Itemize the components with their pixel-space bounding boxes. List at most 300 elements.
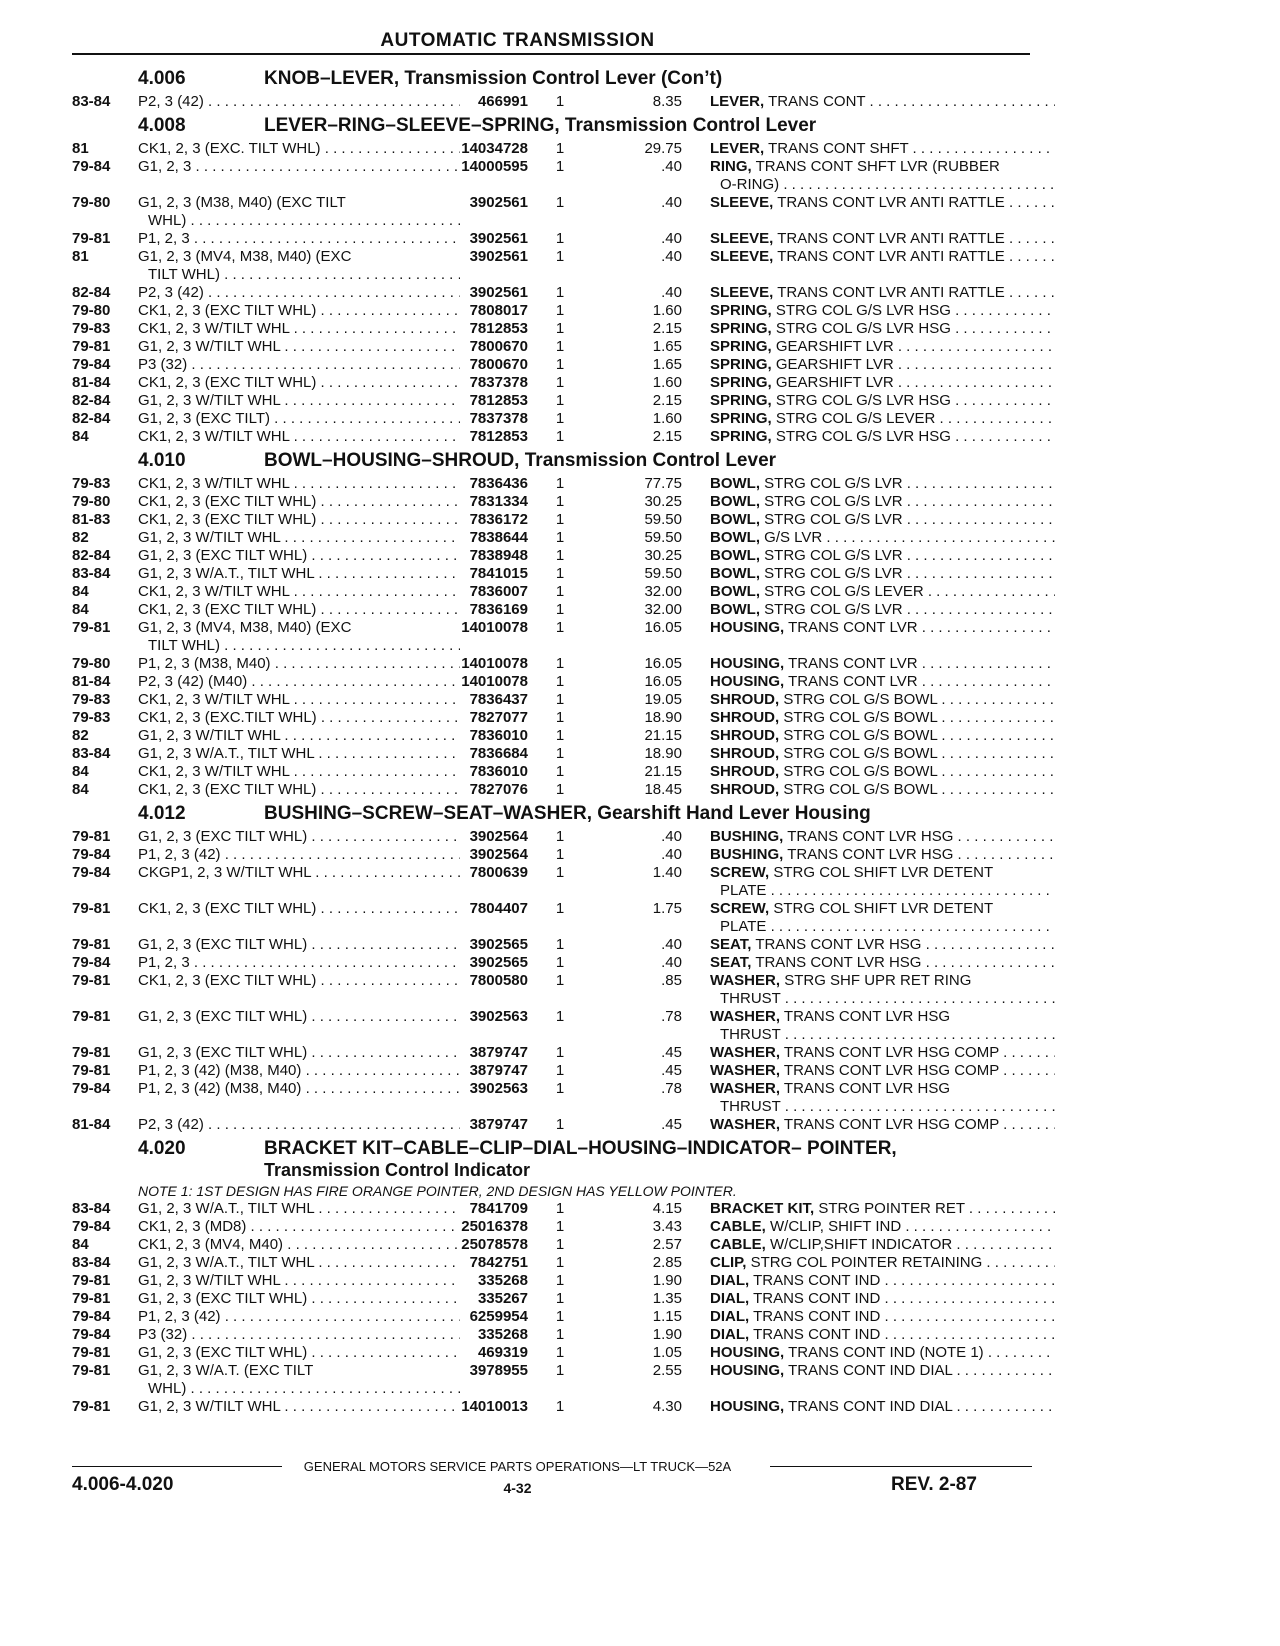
model-years: 83-84 [72,93,111,110]
model-years: 79-81 [72,1272,111,1289]
part-number: 7800580 [469,972,528,989]
item-name: SPRING, [710,320,772,337]
description-text: TRANS CONT LVR . . . [788,619,1055,636]
description-continued [720,990,1055,1008]
quantity: 1 [555,392,565,409]
part-number: 14010078 [461,655,528,672]
application-text: CK1, 2, 3 W/TILT WHL . . . [138,691,460,708]
price: 1.75 [652,900,682,917]
table-row [72,727,1042,745]
application-text: G1, 2, 3 W/A.T., TILT WHL . . . [138,565,460,582]
application-text-2: TILT WHL) . . . [148,266,460,283]
quantity: 1 [555,1062,565,1079]
description-text: GEARSHIFT LVR . . . [776,374,1055,391]
quantity: 1 [555,763,565,780]
table-row [72,763,1042,781]
part-number: 7808017 [469,302,528,319]
model-years: 81-84 [72,1116,111,1133]
description [710,230,1055,248]
description-continued [720,882,1055,900]
application-text: P2, 3 (42) (M40) . . . [138,673,460,690]
part-number: 7836010 [469,727,528,744]
price: .40 [661,284,682,301]
quantity: 1 [555,1116,565,1133]
price: .45 [661,1044,682,1061]
price: 1.35 [652,1290,682,1307]
description-text: GEARSHIFT LVR . . . [776,356,1055,373]
quantity: 1 [555,410,565,427]
model-years: 79-83 [72,709,111,726]
price: 16.05 [644,655,682,672]
quantity: 1 [555,972,565,989]
quantity: 1 [555,511,565,528]
quantity: 1 [555,547,565,564]
model-years: 79-81 [72,230,111,247]
table-row [72,1326,1042,1344]
section-title: BRACKET KIT–CABLE–CLIP–DIAL–HOUSING–INDICATOR– POINTER, [264,1138,897,1159]
item-name: WASHER, [710,1080,781,1097]
model-years: 79-80 [72,655,111,672]
part-number: 7800670 [469,338,528,355]
application-text: G1, 2, 3 (EXC TILT WHL) . . . [138,1008,460,1025]
table-row [72,230,1042,248]
table-row [72,1398,1042,1416]
description [710,709,1055,727]
model-years: 83-84 [72,1200,111,1217]
table-row [72,846,1042,864]
description-text-2: PLATE . . . [720,882,1055,899]
application-text: G1, 2, 3 (EXC TILT WHL) . . . [138,828,460,845]
table-row [72,158,1042,194]
description-text: STRG COL G/S BOWL . . . [783,727,1055,744]
quantity: 1 [555,1272,565,1289]
application-text-2: WHL) . . . [148,212,460,229]
part-number: 3879747 [469,1044,528,1061]
application-text: G1, 2, 3 (EXC TILT WHL) . . . [138,1290,460,1307]
description-text: STRG COL SHIFT LVR DETENT [773,900,994,917]
model-years: 79-84 [72,954,111,971]
table-row [72,1080,1042,1116]
quantity: 1 [555,846,565,863]
part-number: 3879747 [469,1062,528,1079]
quantity: 1 [555,673,565,690]
description-text: TRANS CONT IND DIAL . . . [788,1398,1055,1415]
item-name: BUSHING, [710,828,784,845]
model-years: 84 [72,781,89,798]
quantity: 1 [555,727,565,744]
description [710,1200,1055,1218]
part-number: 466991 [477,93,528,110]
description-text: TRANS CONT IND DIAL . . . [788,1362,1055,1379]
part-number: 7836684 [469,745,528,762]
description [710,727,1055,745]
quantity: 1 [555,583,565,600]
model-years: 81-84 [72,374,111,391]
quantity: 1 [555,954,565,971]
price: 1.60 [652,410,682,427]
price: 1.15 [652,1308,682,1325]
model-years: 79-84 [72,1080,111,1097]
item-name: SCREW, [710,864,770,881]
description-text: STRG COL G/S BOWL . . . [783,709,1055,726]
price: 4.15 [652,1200,682,1217]
part-number: 7837378 [469,374,528,391]
description [710,1272,1055,1290]
description-text: TRANS CONT LVR HSG . . . [755,954,1055,971]
quantity: 1 [555,619,565,636]
description [710,392,1055,410]
part-number: 7800639 [469,864,528,881]
table-row [72,745,1042,763]
price: 19.05 [644,691,682,708]
page-title: AUTOMATIC TRANSMISSION [380,30,655,51]
application-text: CK1, 2, 3 (MV4, M40) . . . [138,1236,460,1253]
description [710,828,1055,846]
model-years: 82 [72,529,89,546]
application-text: G1, 2, 3 W/TILT WHL . . . [138,529,460,546]
item-name: HOUSING, [710,1344,785,1361]
description [710,410,1055,428]
table-row [72,1236,1042,1254]
description [710,1398,1055,1416]
item-name: SHROUD, [710,709,780,726]
price: 1.90 [652,1326,682,1343]
quantity: 1 [555,374,565,391]
table-row [72,583,1042,601]
part-number: 7831334 [469,493,528,510]
description [710,846,1055,864]
description-text: TRANS CONT LVR ANTI RATTLE . . . [777,284,1055,301]
part-number: 335268 [477,1326,528,1343]
application-text: G1, 2, 3 (EXC TILT) . . . [138,410,460,427]
table-row [72,428,1042,446]
application-text: CK1, 2, 3 (EXC TILT WHL) . . . [138,493,460,510]
price: .40 [661,194,682,211]
part-number: 25016378 [461,1218,528,1235]
description-text: TRANS CONT LVR HSG [783,1008,951,1025]
model-years: 83-84 [72,565,111,582]
description [710,673,1055,691]
table-row [72,954,1042,972]
application-text: G1, 2, 3 (M38, M40) (EXC TILT [138,194,346,211]
part-number: 14000595 [461,158,528,175]
description-text: STRG COL G/S LVR HSG . . . [776,428,1055,445]
table-row [72,93,1042,111]
item-name: HOUSING, [710,673,785,690]
table-row [72,1290,1042,1308]
table-row [72,655,1042,673]
table-row [72,320,1042,338]
item-name: SLEEVE, [710,230,774,247]
quantity: 1 [555,1254,565,1271]
parts-catalog [72,64,1042,1416]
quantity: 1 [555,828,565,845]
description-text: STRG COL G/S LEVER . . . [776,410,1055,427]
price: 2.15 [652,428,682,445]
quantity: 1 [555,493,565,510]
table-row [72,900,1042,936]
table-row [72,691,1042,709]
table-row [72,374,1042,392]
description-continued [720,1098,1055,1116]
description-text: STRG COL G/S BOWL . . . [783,691,1055,708]
footer-publisher: GENERAL MOTORS SERVICE PARTS OPERATIONS—LT TRUCK—52A [303,1459,732,1474]
description-text-2: O-RING) . . . [720,176,1055,193]
model-years: 79-81 [72,1044,111,1061]
quantity: 1 [555,475,565,492]
part-number: 7812853 [469,392,528,409]
item-name: SPRING, [710,428,772,445]
quantity: 1 [555,158,565,175]
model-years: 79-81 [72,972,111,989]
part-number: 25078578 [461,1236,528,1253]
part-number: 3879747 [469,1116,528,1133]
price: 59.50 [644,529,682,546]
part-number: 3902561 [469,248,528,265]
part-number: 7836437 [469,691,528,708]
application-text: P1, 2, 3 . . . [138,954,460,971]
part-number: 3902565 [469,954,528,971]
application-text: CK1, 2, 3 W/TILT WHL . . . [138,475,460,492]
model-years: 79-83 [72,475,111,492]
part-number: 7836010 [469,763,528,780]
price: 16.05 [644,619,682,636]
item-name: SEAT, [710,954,752,971]
price: .40 [661,828,682,845]
description-text-2: THRUST . . . [720,990,1055,1007]
item-name: SCREW, [710,900,770,917]
price: .40 [661,248,682,265]
item-name: SHROUD, [710,763,780,780]
quantity: 1 [555,1308,565,1325]
part-number: 14010013 [461,1398,528,1415]
model-years: 79-84 [72,158,111,175]
application-text: CK1, 2, 3 (EXC TILT WHL) . . . [138,302,460,319]
table-row [72,1344,1042,1362]
description [710,583,1055,601]
model-years: 79-84 [72,1308,111,1325]
item-name: BOWL, [710,511,760,528]
model-years: 79-83 [72,320,111,337]
item-name: SPRING, [710,338,772,355]
part-number: 7812853 [469,320,528,337]
model-years: 79-84 [72,356,111,373]
description [710,1362,1055,1380]
part-number: 3902561 [469,230,528,247]
quantity: 1 [555,356,565,373]
application-text: CK1, 2, 3 (EXC TILT WHL) . . . [138,900,460,917]
section-subtitle: Transmission Control Indicator [264,1160,531,1180]
item-name: WASHER, [710,1062,781,1079]
model-years: 79-84 [72,864,111,881]
item-name: BOWL, [710,493,760,510]
item-name: SLEEVE, [710,284,774,301]
item-name: SLEEVE, [710,248,774,265]
application-text: CK1, 2, 3 (EXC TILT WHL) . . . [138,374,460,391]
model-years: 81 [72,248,89,265]
model-years: 82-84 [72,410,111,427]
item-name: BRACKET KIT, [710,1200,815,1217]
table-row [72,781,1042,799]
application-continued [148,266,460,284]
table-row [72,1254,1042,1272]
description [710,1080,1055,1098]
part-number: 7836169 [469,601,528,618]
application-text: CK1, 2, 3 (EXC. TILT WHL) . . . [138,140,460,157]
description [710,93,1055,111]
section-header [72,799,1042,828]
item-name: BOWL, [710,565,760,582]
price: 59.50 [644,565,682,582]
item-name: CLIP, [710,1254,747,1271]
application-text: G1, 2, 3 (EXC TILT WHL) . . . [138,1044,460,1061]
model-years: 79-80 [72,194,111,211]
price: 2.57 [652,1236,682,1253]
description-text: STRG COL G/S BOWL . . . [783,763,1055,780]
item-name: SPRING, [710,392,772,409]
description [710,954,1055,972]
table-row [72,475,1042,493]
application-text: G1, 2, 3 W/A.T., TILT WHL . . . [138,1254,460,1271]
item-name: HOUSING, [710,619,785,636]
quantity: 1 [555,93,565,110]
model-years: 79-84 [72,1326,111,1343]
part-number: 7836436 [469,475,528,492]
item-name: SHROUD, [710,745,780,762]
description-text: W/CLIP, SHIFT IND . . . [770,1218,1055,1235]
price: .40 [661,936,682,953]
section-title: BUSHING–SCREW–SEAT–WASHER, Gearshift Hand Lever Housing [264,803,871,824]
application-text: P2, 3 (42) . . . [138,284,460,301]
item-name: HOUSING, [710,1398,785,1415]
description-text: TRANS CONT LVR . . . [788,673,1055,690]
application-text-2: TILT WHL) . . . [148,637,460,654]
quantity: 1 [555,284,565,301]
description [710,493,1055,511]
application-text: CK1, 2, 3 (EXC TILT WHL) . . . [138,972,460,989]
quantity: 1 [555,601,565,618]
part-number: 335268 [477,1272,528,1289]
quantity: 1 [555,320,565,337]
section-number: 4.006 [138,68,186,89]
part-number: 7804407 [469,900,528,917]
price: 18.45 [644,781,682,798]
model-years: 79-81 [72,1062,111,1079]
item-name: SPRING, [710,302,772,319]
description [710,284,1055,302]
table-row [72,1218,1042,1236]
quantity: 1 [555,230,565,247]
description [710,1116,1055,1134]
part-number: 7837378 [469,410,528,427]
footer-page-number: 4-32 [503,1480,532,1496]
description-text: TRANS CONT LVR ANTI RATTLE . . . [777,248,1055,265]
price: 2.85 [652,1254,682,1271]
quantity: 1 [555,338,565,355]
application-text: G1, 2, 3 W/TILT WHL . . . [138,727,460,744]
model-years: 84 [72,1236,89,1253]
description [710,320,1055,338]
part-number: 7841709 [469,1200,528,1217]
application-text: G1, 2, 3 W/A.T. (EXC TILT [138,1362,314,1379]
item-name: HOUSING, [710,1362,785,1379]
description-text: STRG SHF UPR RET RING [784,972,972,989]
description-text: STRG COL G/S LVR . . . [764,511,1055,528]
description [710,302,1055,320]
table-row [72,302,1042,320]
application-text: CK1, 2, 3 W/TILT WHL . . . [138,763,460,780]
description [710,547,1055,565]
model-years: 81-83 [72,511,111,528]
item-name: SHROUD, [710,691,780,708]
description-text: STRG COL G/S BOWL . . . [783,781,1055,798]
price: 1.65 [652,356,682,373]
table-row [72,673,1042,691]
price: .40 [661,846,682,863]
part-number: 7838644 [469,529,528,546]
part-number: 7800670 [469,356,528,373]
item-name: WASHER, [710,1008,781,1025]
model-years: 79-81 [72,619,111,636]
table-row [72,248,1042,284]
description-text-2: PLATE . . . [720,918,1055,935]
price: 21.15 [644,763,682,780]
section-number: 4.020 [138,1138,186,1159]
description [710,781,1055,799]
item-name: WASHER, [710,972,781,989]
description-text: TRANS CONT LVR HSG . . . [787,828,1055,845]
part-number: 469319 [477,1344,528,1361]
item-name: BOWL, [710,601,760,618]
price: 1.90 [652,1272,682,1289]
item-name: BOWL, [710,475,760,492]
table-row [72,529,1042,547]
application-text: G1, 2, 3 W/A.T., TILT WHL . . . [138,745,460,762]
model-years: 82 [72,727,89,744]
table-row [72,511,1042,529]
description-text: TRANS CONT SHFT . . . [768,140,1055,157]
quantity: 1 [555,1218,565,1235]
table-row [72,601,1042,619]
quantity: 1 [555,428,565,445]
section-number: 4.008 [138,115,186,136]
model-years: 79-81 [72,1290,111,1307]
table-row [72,140,1042,158]
description-text: STRG COL G/S LVR . . . [764,547,1055,564]
quantity: 1 [555,655,565,672]
application-text: CK1, 2, 3 W/TILT WHL . . . [138,428,460,445]
table-row [72,194,1042,230]
description-text: TRANS CONT LVR HSG COMP . . . [784,1116,1055,1133]
part-number: 7827076 [469,781,528,798]
application-text: G1, 2, 3 W/TILT WHL . . . [138,1398,460,1415]
description-text: TRANS CONT LVR ANTI RATTLE . . . [777,230,1055,247]
section-header [72,1134,1042,1182]
application-text: G1, 2, 3 (MV4, M38, M40) (EXC [138,619,352,636]
model-years: 79-81 [72,338,111,355]
model-years: 84 [72,601,89,618]
description-text: TRANS CONT IND . . . [753,1290,1055,1307]
table-row [72,1008,1042,1044]
table-row [72,1308,1042,1326]
table-row [72,936,1042,954]
part-number: 7812853 [469,428,528,445]
description [710,338,1055,356]
section-title: LEVER–RING–SLEEVE–SPRING, Transmission Control Lever [264,115,817,136]
table-row [72,392,1042,410]
application-text: P1, 2, 3 (42) . . . [138,846,460,863]
price: .40 [661,230,682,247]
